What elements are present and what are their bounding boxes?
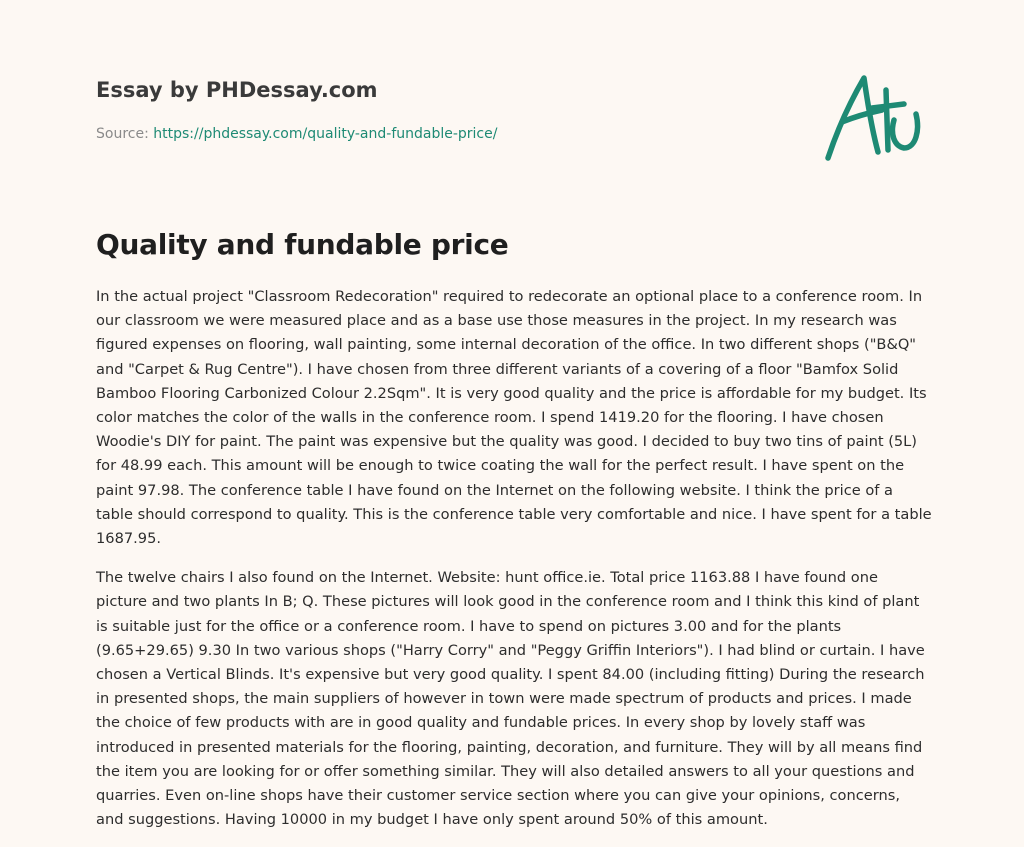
essay-header [96, 76, 796, 144]
source-label: Source: [96, 126, 149, 142]
source-link[interactable]: https://phdessay.com/quality-and-fundable-price/ [153, 126, 498, 142]
paragraph: The twelve chairs I also found on the Internet. Website: hunt office.ie. Total price 1163.88 I have found one picture and two plants In B; Q. These pictures will look good in the conference room and I think this kind of plant is suitable just for the office or a conference room. I have to spend on pictures 3.00 and for the plants (9.65+29.65) 9.30 In two various shops ("Harry Corry" and "Peggy Griffin Interiors"). I had blind or curtain. I have chosen a Vertical Blinds. It's expensive but very good quality. I spent 84.00 (including fitting) During the research in presented shops, the main suppliers of however in town were made spectrum of products and prices. I made the choice of few products with are in good quality and fundable prices. In every shop by lovely staff was introduced in presented materials for the flooring, painting, decoration, and furniture. They will by all means find the item you are looking for or offer something similar. They will also detailed answers to all your questions and quarries. Even on-line shops have their customer service section where you can give your opinions, concerns, and suggestions. Having 10000 in my budget I have only spent around 50% of this amount. [96, 569, 925, 829]
article-body [96, 285, 932, 847]
paragraph: In the actual project "Classroom Redecoration" required to redecorate an optional place to a conference room. In our classroom we were measured place and as a base use those measures in the project. In my research was figured expenses on flooring, wall painting, some internal decoration of the office. In two different shops ("B&Q" and "Carpet & Rug Centre"). I have chosen from three different variants of a covering of a floor "Bamfox Solid Bamboo Flooring Carbonized Colour 2.2Sqm". It is very good quality and the price is affordable for my budget. Its color matches the color of the walls in the conference room. I spend 1419.20 for the flooring. I have chosen Woodie's DIY for paint. The paint was expensive but the quality was good. I decided to buy two tins of paint (5L) for 48.99 each. This amount will be enough to twice coating the wall for the perfect result. I have spent on the paint 97.98. The conference table I have found on the Internet on the following website. I think the price of a table should correspond to quality. This is the conference table very comfortable and nice. I have spent for a table 1687.95. [96, 288, 932, 548]
site-brand: Essay by PHDessay.com [96, 78, 378, 102]
source-line [96, 124, 796, 144]
a-plus-grade-logo-icon [820, 66, 930, 166]
article-title: Quality and fundable price [96, 228, 509, 261]
